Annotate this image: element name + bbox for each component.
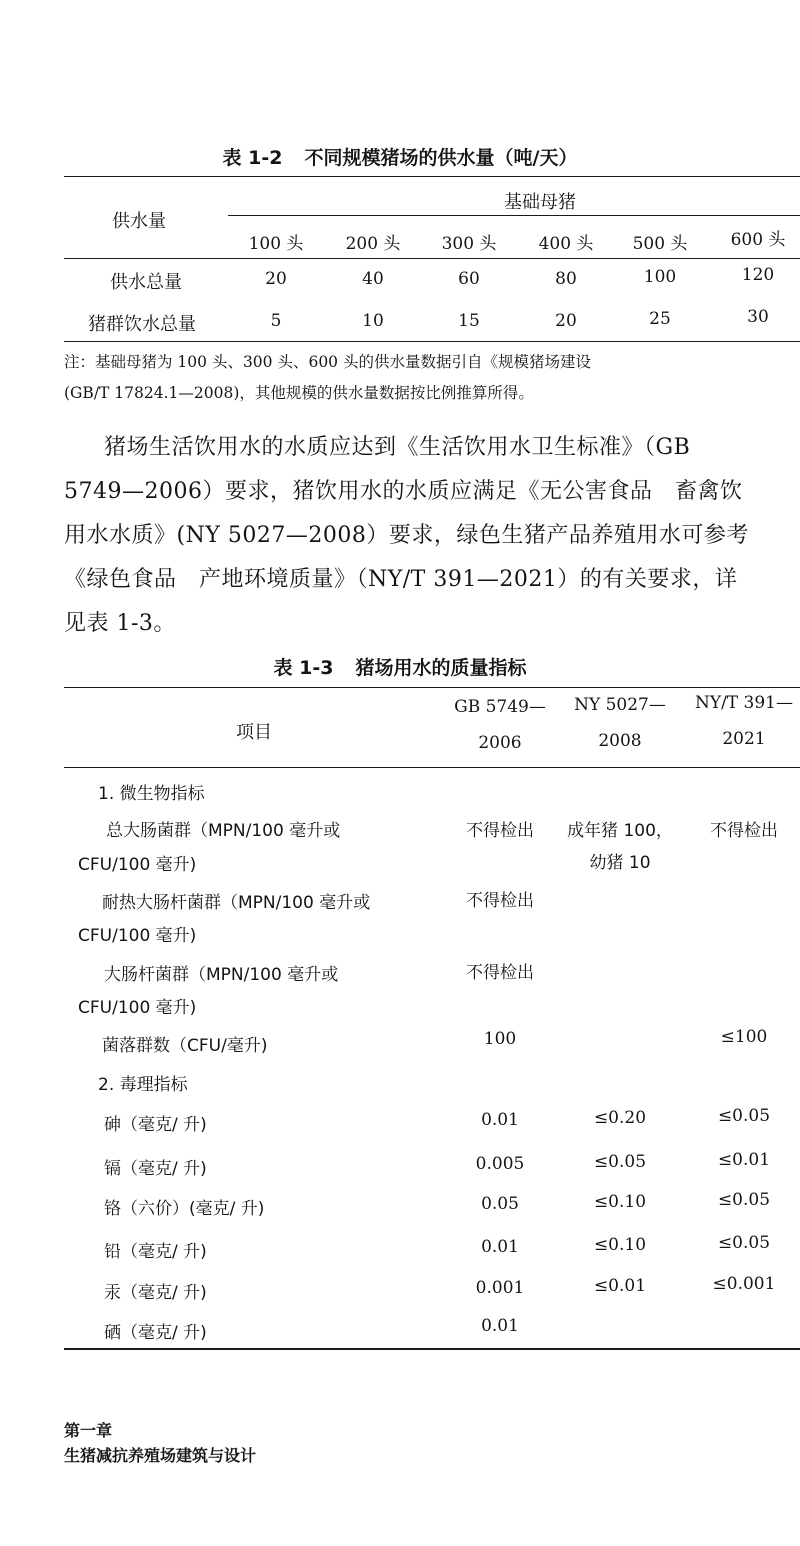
data-cell: 25	[649, 309, 671, 329]
column-header-line: GB 5749—	[454, 697, 546, 717]
row-header-cell: 供水量	[112, 211, 166, 232]
data-cell: ≤0.10	[593, 1192, 647, 1212]
data-cell: 0.05	[481, 1194, 519, 1214]
column-header: 600 头	[730, 230, 786, 250]
row-label: 供水总量	[110, 272, 182, 293]
data-cell: 不得检出	[710, 821, 778, 841]
row-label: 铬（六价）(毫克/ 升)	[104, 1199, 265, 1219]
table-1-2-title: 不同规模猪场的供水量（吨/天）	[304, 147, 578, 169]
data-cell: 80	[555, 269, 577, 289]
column-header: 100 头	[248, 234, 304, 254]
column-header-line: NY/T 391—	[694, 693, 793, 713]
paragraph-line: 5749—2006）要求，猪饮用水的水质应满足《无公害食品 畜禽饮	[64, 479, 743, 504]
column-header-line: 2008	[598, 731, 642, 751]
table-bottom-rule	[64, 341, 800, 342]
column-header-line: 2021	[722, 729, 766, 749]
table-1-2-caption	[0, 143, 800, 170]
data-cell: 成年猪 100，	[567, 821, 673, 841]
table-1-3-caption	[0, 653, 800, 680]
data-cell: 60	[458, 269, 480, 289]
row-label: 猪群饮水总量	[88, 314, 196, 335]
column-header: 500 头	[632, 234, 688, 254]
data-cell: 幼猪 10	[589, 853, 651, 873]
data-cell: ≤0.05	[717, 1190, 771, 1210]
footer-chapter: 第一章	[64, 1421, 113, 1440]
row-label: 总大肠菌群（MPN/100 毫升或	[106, 821, 341, 841]
table-1-3-title: 猪场用水的质量指标	[355, 657, 527, 679]
data-cell: 0.001	[475, 1278, 525, 1298]
column-header-line: NY 5027—	[574, 695, 666, 715]
data-cell: 20	[265, 269, 287, 289]
table-bottom-rule	[64, 1348, 800, 1350]
column-header: 300 头	[441, 234, 497, 254]
data-cell: ≤0.05	[717, 1106, 771, 1126]
column-header: 200 头	[345, 234, 401, 254]
table-1-3-number: 表 1-3	[273, 657, 334, 679]
column-header-line: 2006	[478, 733, 522, 753]
data-cell: 30	[747, 307, 769, 327]
data-cell: ≤0.01	[717, 1150, 771, 1170]
row-label: 耐热大肠杆菌群（MPN/100 毫升或	[102, 893, 371, 913]
row-label: 菌落群数（CFU/毫升)	[102, 1036, 268, 1056]
row-label: CFU/100 毫升)	[78, 926, 197, 946]
row-label: 硒（毫克/ 升)	[104, 1323, 207, 1343]
header-rule	[64, 767, 800, 768]
data-cell: ≤100	[720, 1027, 768, 1047]
header-rule	[64, 258, 800, 259]
data-cell: 10	[362, 311, 384, 331]
paragraph-line: 《绿色食品 产地环境质量》（NY/T 391—2021）的有关要求，详	[64, 567, 738, 592]
data-cell: 40	[362, 269, 384, 289]
data-cell: 100	[483, 1029, 517, 1049]
data-cell: 0.005	[475, 1154, 525, 1174]
column-header: 400 头	[538, 234, 594, 254]
section-heading: 2. 毒理指标	[98, 1075, 188, 1095]
row-label: CFU/100 毫升)	[78, 998, 197, 1018]
data-cell: 5	[270, 311, 282, 331]
footer-title: 生猪减抗养殖场建筑与设计	[64, 1446, 257, 1465]
group-header-rule	[228, 215, 800, 216]
data-cell: ≤0.10	[593, 1235, 647, 1255]
data-cell: 不得检出	[466, 821, 534, 841]
section-heading: 1. 微生物指标	[98, 784, 205, 804]
data-cell: 不得检出	[466, 963, 534, 983]
header-item-cell: 项目	[236, 722, 272, 743]
data-cell: 100	[643, 267, 677, 287]
row-label: 镉（毫克/ 升)	[104, 1159, 207, 1179]
data-cell: 不得检出	[466, 891, 534, 911]
table-note: 注：基础母猪为 100 头、300 头、600 头的供水量数据引自《规模猪场建设	[64, 353, 591, 371]
row-label: 铅（毫克/ 升)	[104, 1242, 207, 1262]
row-label: 汞（毫克/ 升)	[104, 1283, 207, 1303]
data-cell: 20	[555, 311, 577, 331]
data-cell: ≤0.01	[593, 1276, 647, 1296]
data-cell: 0.01	[481, 1316, 519, 1336]
data-cell: 0.01	[481, 1110, 519, 1130]
table-top-rule	[64, 176, 800, 177]
table-note: (GB/T 17824.1—2008)，其他规模的供水量数据按比例推算所得。	[64, 384, 534, 402]
table-1-2-number: 表 1-2	[222, 147, 283, 169]
data-cell: ≤0.05	[717, 1233, 771, 1253]
table-top-rule	[64, 687, 800, 688]
row-label: CFU/100 毫升)	[78, 855, 197, 875]
data-cell: 15	[458, 311, 480, 331]
data-cell: ≤0.20	[593, 1108, 647, 1128]
row-label: 砷（毫克/ 升)	[104, 1115, 207, 1135]
data-cell: 0.01	[481, 1237, 519, 1257]
row-label: 大肠杆菌群（MPN/100 毫升或	[104, 965, 339, 985]
paragraph-line: 猪场生活饮用水的水质应达到《生活饮用水卫生标准》（GB	[104, 435, 691, 460]
group-header-cell: 基础母猪	[504, 192, 576, 213]
data-cell: ≤0.001	[712, 1274, 776, 1294]
data-cell: ≤0.05	[593, 1152, 647, 1172]
data-cell: 120	[741, 265, 775, 285]
paragraph-line: 见表 1-3。	[64, 611, 176, 636]
paragraph-line: 用水水质》(NY 5027—2008）要求，绿色生猪产品养殖用水可参考	[64, 523, 749, 548]
